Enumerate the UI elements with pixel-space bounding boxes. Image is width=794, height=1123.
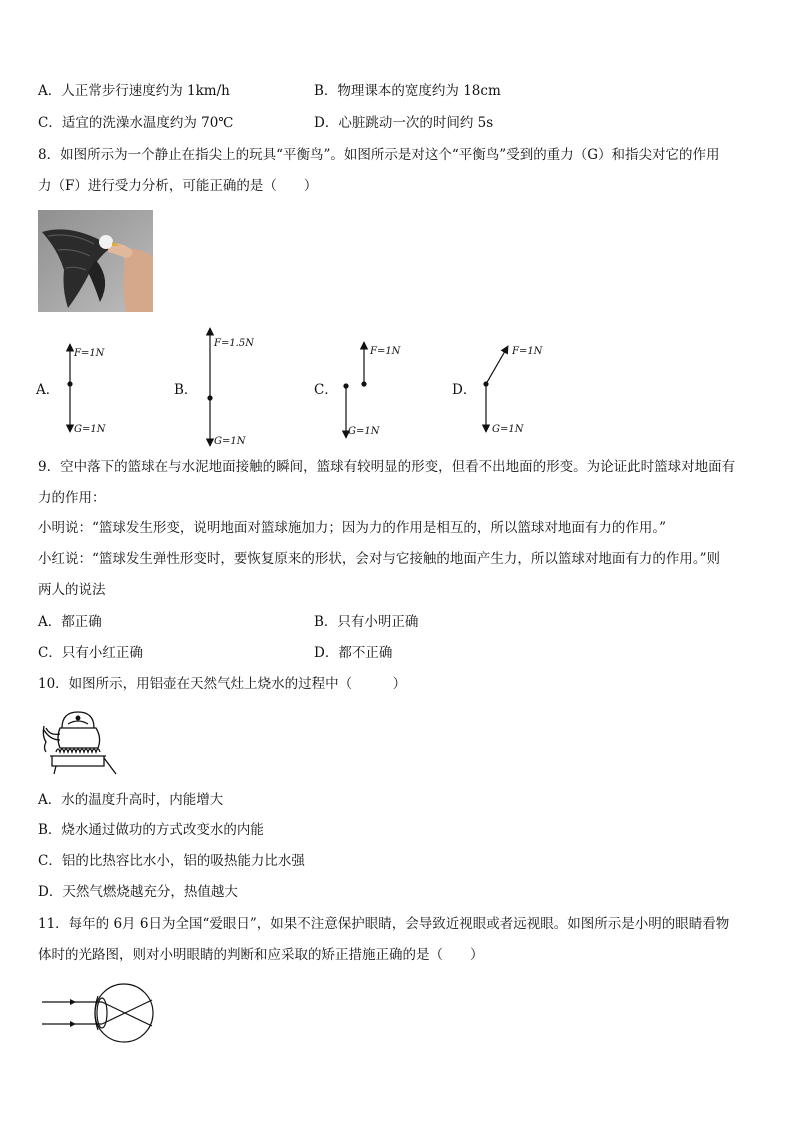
diagram-d-f-label: F=1N <box>512 346 543 357</box>
diagram-a-letter: A． <box>36 382 60 398</box>
diagram-a-point <box>67 381 72 386</box>
q11-stem-line2: 体时的光路图，则对小明眼睛的判断和应采取的矫正措施正确的是（ ） <box>38 947 484 963</box>
q7-option-c: C．适宜的洗澡水温度约为 70℃ <box>38 115 234 131</box>
diagram-c-g-label: G=1N <box>348 426 380 437</box>
q8-stem-line2: 力（F）进行受力分析，可能正确的是（ ） <box>38 178 318 194</box>
diagram-c-f-label: F=1N <box>370 346 401 357</box>
q8-stem-line1: 8．如图所示为一个静止在指尖上的玩具“平衡鸟”。如图所示是对这个“平衡鸟”受到的重力（G）和指尖对它的作用 <box>38 147 720 163</box>
diagram-d <box>452 346 544 435</box>
diagram-b-letter: B． <box>174 382 198 398</box>
q9-stem-line1: 9．空中落下的篮球在与水泥地面接触的瞬间，篮球有较明显的形变，但看不出地面的形变。为论证此时篮球对地面有 <box>38 459 736 475</box>
diagram-a <box>35 344 107 435</box>
balance-bird-photo <box>38 210 153 312</box>
q9-option-b: B．只有小明正确 <box>314 614 419 630</box>
diagram-d-letter: D． <box>452 382 477 398</box>
q7-option-b: B．物理课本的宽度约为 18cm <box>314 83 501 99</box>
q9-stem-line5: 两人的说法 <box>38 582 106 598</box>
q9-stem-line2: 力的作用： <box>38 490 106 506</box>
q9-xiaoming-statement: 小明说：“篮球发生形变，说明地面对篮球施加力；因为力的作用是相互的，所以篮球对地面有力的作用。” <box>38 520 667 536</box>
q10-stem: 10．如图所示，用铝壶在天然气灶上烧水的过程中（ ） <box>38 676 407 692</box>
q9-option-a: A．都正确 <box>38 614 102 630</box>
q9-option-c: C．只有小红正确 <box>38 645 143 661</box>
q11-stem-line1: 11．每年的 6月 6日为全国“爱眼日”，如果不注意保护眼睛，会导致近视眼或者远视眼。如图所示是小明的眼睛看物 <box>38 916 730 932</box>
diagram-b <box>174 328 255 447</box>
diagram-d-g-label: G=1N <box>492 424 524 435</box>
diagram-c-letter: C． <box>314 382 338 398</box>
diagram-a-f-label: F=1N <box>74 348 105 359</box>
q7-option-d: D．心脏跳动一次的时间约 5s <box>314 115 494 131</box>
q9-option-d: D．都不正确 <box>314 645 393 661</box>
diagram-b-f-label: F=1.5N <box>214 338 254 349</box>
diagram-c-point-g <box>343 383 348 388</box>
q10-option-d: D．天然气燃烧越充分，热值越大 <box>38 884 238 900</box>
diagram-b-g-label: G=1N <box>214 436 246 447</box>
force-diagrams <box>30 322 570 450</box>
kettle-on-stove-figure <box>40 708 120 776</box>
q10-option-b: B．烧水通过做功的方式改变水的内能 <box>38 822 264 838</box>
diagram-d-point <box>483 381 488 386</box>
q10-option-a: A．水的温度升高时，内能增大 <box>38 792 224 808</box>
q9-xiaohong-statement: 小红说：“篮球发生弹性形变时，要恢复原来的形状，会对与它接触的地面产生力，所以篮球对地面有力的作用。”则 <box>38 551 721 567</box>
diagram-a-g-label: G=1N <box>74 424 106 435</box>
q7-option-a: A．人正常步行速度约为 1km/h <box>38 83 230 99</box>
q10-option-c: C．铝的比热容比水小，铝的吸热能力比水强 <box>38 853 305 869</box>
diagram-d-force-f-arrow <box>486 346 508 384</box>
eye-light-path-figure <box>40 980 160 1046</box>
diagram-c <box>314 342 402 438</box>
diagram-c-point-f <box>361 381 366 386</box>
diagram-b-point <box>207 395 212 400</box>
